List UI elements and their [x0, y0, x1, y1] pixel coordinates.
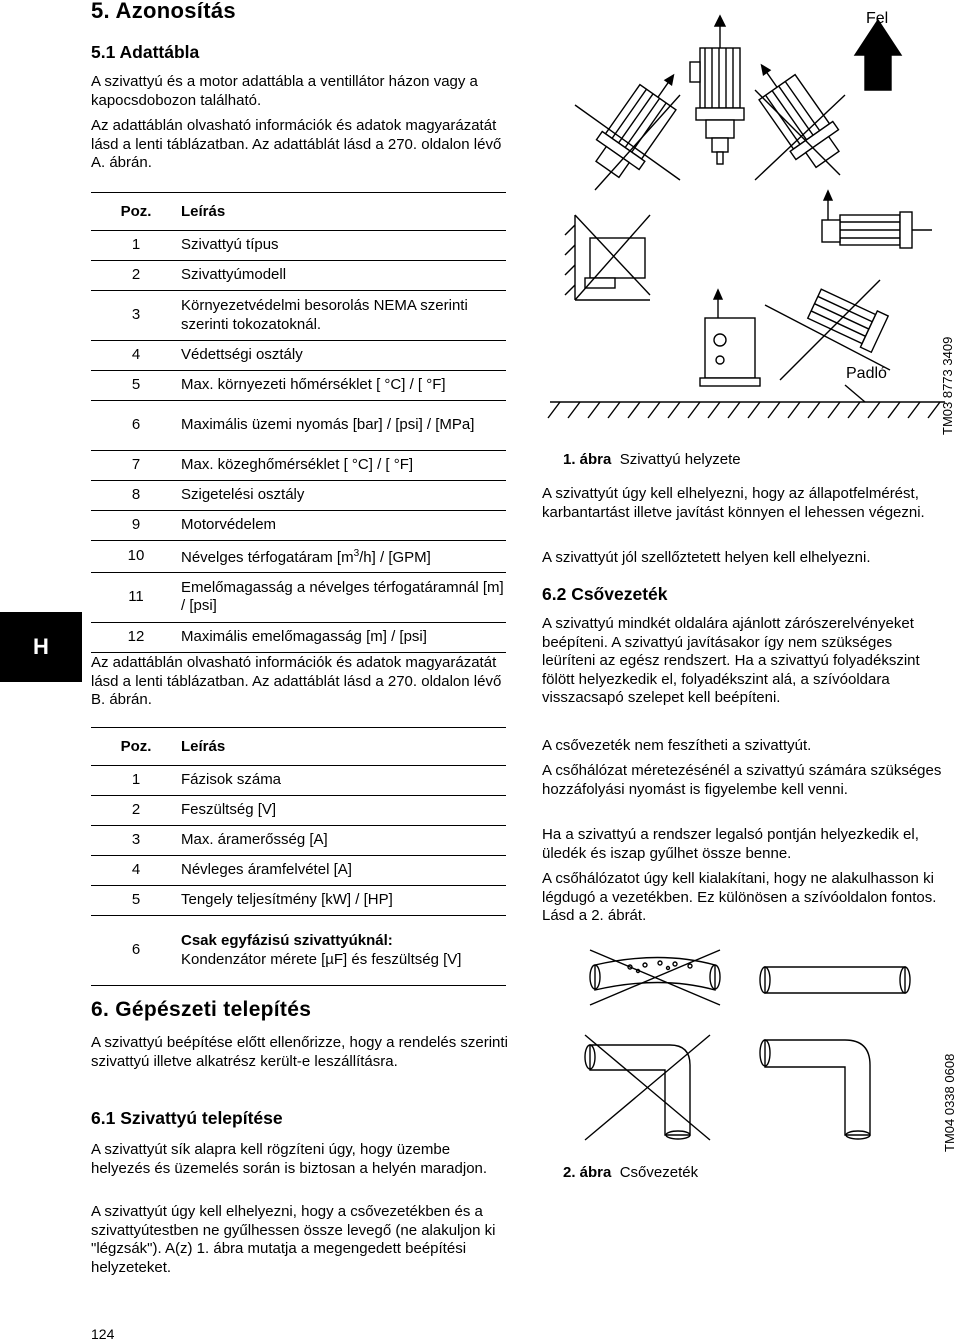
- figure-1-number: 1. ábra: [563, 451, 612, 468]
- table-row: [91, 766, 506, 796]
- table-row: [91, 341, 506, 371]
- row-desc: Motorvédelem: [181, 511, 506, 541]
- pump-horizontal-icon: [822, 191, 932, 248]
- figure-1-title: Szivattyú helyzete: [619, 451, 741, 468]
- arrow-up-icon: [855, 20, 901, 90]
- nameplate-table-b: [91, 728, 506, 986]
- row-desc: [181, 541, 506, 573]
- table-row: [91, 371, 506, 401]
- table-row: [91, 511, 506, 541]
- label-floor: Padló: [846, 365, 887, 382]
- table-row: [91, 291, 506, 341]
- table-row: [91, 451, 506, 481]
- table-row: [91, 826, 506, 856]
- nameplate-table-a: [91, 193, 506, 653]
- figure-2-title: Csővezeték: [619, 1164, 699, 1181]
- row-pos: 10: [91, 541, 181, 573]
- paragraph-nameplate-b-ref: Az adattáblán olvasható információk és adatok magyarázatát lásd a lenti táblázatban. Az adattáblát lásd a 270. oldalon lévő B. ábrán.: [91, 654, 502, 708]
- row-desc-post: /h] / [GPM]: [359, 549, 431, 566]
- row-desc: Környezetvédelmi besorolás NEMA szerinti szerinti tokozatoknál.: [181, 291, 506, 341]
- paragraph-air-lock: A csőhálózatot úgy kell kialakítani, hogy ne alakulhasson ki légdugó a vezetékben. Ez különösen a szívóoldalon fontos. Lásd a 2. ábrát.: [542, 870, 937, 924]
- paragraph-air-pocket: A szivattyút úgy kell elhelyezni, hogy a csővezetékben és a szivattyútestben ne gyűlhessen össze levegő (ne alakuljon ki "légzsák"). A(z) 1. ábra mutatja a megengedett beépítési helyzeteket.: [91, 1203, 496, 1276]
- row-desc: Tengely teljesítmény [kW] / [HP]: [181, 886, 506, 916]
- paragraph-accessibility: A szivattyút úgy kell elhelyezni, hogy az állapotfelmérést, karbantartást illetve javítást könnyen el lehessen végezni.: [542, 485, 925, 521]
- row-pos: 6: [91, 401, 181, 451]
- table-row: [91, 622, 506, 652]
- table-row: [91, 261, 506, 291]
- pump-tilted-right-icon: [740, 50, 849, 174]
- row-desc: Védettségi osztály: [181, 341, 506, 371]
- page-number: 124: [91, 1326, 115, 1342]
- figure-1-code: TM03 8773 3409: [940, 336, 955, 435]
- row-pos: 11: [91, 572, 181, 622]
- row-desc-pre: Névelges térfogatáram [m: [181, 549, 354, 566]
- paragraph-mounting: A szivattyút sík alapra kell rögzíteni úgy, hogy üzembe helyezés és üzemelés során is biztosan a helyén maradjon.: [91, 1141, 488, 1177]
- row-pos: 2: [91, 796, 181, 826]
- row-pos: 7: [91, 451, 181, 481]
- figure-pump-positions: [540, 0, 960, 445]
- row-pos: 1: [91, 231, 181, 261]
- paragraph-sediment: Ha a szivattyú a rendszer legalsó pontján helyezkedik el, üledék és iszap gyűlhet össze benne.: [542, 826, 919, 862]
- row-pos: 2: [91, 261, 181, 291]
- subsection-title-csovezetek: 6.2 Csővezeték: [542, 584, 668, 604]
- row-desc: Szigetelési osztály: [181, 481, 506, 511]
- section-title-gepeszeti: 6. Gépészeti telepítés: [91, 998, 312, 1021]
- pipe-straight-icon: [760, 967, 910, 993]
- paragraph-isolating-valves: A szivattyú mindkét oldalára ajánlott zárószerelvényeket beépíteni. A szivattyú javításakor így nem szükséges leüríteni az egész rendszert. Ha a szivattyú folyadékszint fölött helyezkedik el, folyadékszint alá, a szívóoldara visszacsapó szelepet kell beépíteni.: [542, 615, 920, 706]
- row-desc: Maximális üzemi nyomás [bar] / [psi] / [MPa]: [181, 401, 506, 451]
- subsection-title-szivattyu-telepitese: 6.1 Szivattyú telepítése: [91, 1108, 283, 1128]
- row-pos: 4: [91, 856, 181, 886]
- row-desc: Szivattyú típus: [181, 231, 506, 261]
- row-pos: 1: [91, 766, 181, 796]
- row-desc: [181, 916, 506, 986]
- row-pos: 6: [91, 916, 181, 986]
- figure-1-caption: [563, 451, 741, 468]
- pump-vertical-icon: [690, 16, 744, 164]
- row-desc: Névleges áramfelvétel [A]: [181, 856, 506, 886]
- pump-tilted-left-icon: [586, 60, 695, 184]
- pipe-elbow-icon: [760, 1040, 870, 1139]
- figure-2-caption: [563, 1164, 698, 1181]
- row-pos: 8: [91, 481, 181, 511]
- pipe-air-pocket-icon: [590, 950, 720, 1005]
- pipe-elbow-crossed-icon: [585, 1035, 710, 1140]
- figure-2-number: 2. ábra: [563, 1164, 612, 1181]
- table-row: [91, 541, 506, 573]
- row-desc: Max. közeghőmérséklet [ °C] / [ °F]: [181, 451, 506, 481]
- pump-floor-icon: [700, 290, 760, 386]
- row-pos: 5: [91, 371, 181, 401]
- row-desc: Feszültség [V]: [181, 796, 506, 826]
- table-row: [91, 916, 506, 986]
- row-pos: 3: [91, 826, 181, 856]
- row-pos: 9: [91, 511, 181, 541]
- column-header-desc: Leírás: [181, 728, 506, 766]
- paragraph-check-delivery: A szivattyú beépítése előtt ellenőrizze, hogy a rendelés szerinti szivattyú illetve alkatrész került-e leszállításra.: [91, 1034, 508, 1070]
- row-desc-sup: 3: [353, 548, 360, 559]
- paragraph-inlet-pressure: A csőhálózat méretezésénél a szivattyú számára szükséges hozzáfolyási nyomást is figyelembe kell venni.: [542, 762, 942, 798]
- row-desc: Fázisok száma: [181, 766, 506, 796]
- table-row: [91, 481, 506, 511]
- label-up: Fel: [866, 10, 889, 27]
- row-desc-bold: Csak egyfázisú szivattyúknál:: [181, 932, 393, 949]
- pump-wall-mounted-icon: [565, 215, 650, 300]
- row-desc: Max. áramerősség [A]: [181, 826, 506, 856]
- subsection-title-adattabla: 5.1 Adattábla: [91, 42, 200, 62]
- paragraph-ventilation: A szivattyút jól szellőztetett helyen kell elhelyezni.: [542, 549, 871, 566]
- paragraph-nameplate-location: A szivattyú és a motor adattábla a ventillátor házon vagy a kapocsdobozon található.: [91, 73, 478, 109]
- row-pos: 4: [91, 341, 181, 371]
- row-desc: Emelőmagasság a névelges térfogatáramnál [m] / [psi]: [181, 572, 506, 622]
- row-desc: Szivattyúmodell: [181, 261, 506, 291]
- section-title-azonositas: 5. Azonosítás: [91, 0, 236, 23]
- row-pos: 5: [91, 886, 181, 916]
- column-header-desc: Leírás: [181, 193, 506, 231]
- paragraph-no-stress: A csővezeték nem feszítheti a szivattyút.: [542, 737, 812, 754]
- row-desc: Max. környezeti hőmérséklet [ °C] / [ °F]: [181, 371, 506, 401]
- table-row: [91, 401, 506, 451]
- column-header-pos: Poz.: [91, 193, 181, 231]
- row-desc-text: Kondenzátor mérete [µF] és feszültség [V]: [181, 950, 462, 968]
- table-row: [91, 856, 506, 886]
- table-row: [91, 231, 506, 261]
- language-tab: H: [0, 612, 82, 682]
- row-pos: 12: [91, 622, 181, 652]
- paragraph-nameplate-a-ref: Az adattáblán olvasható információk és adatok magyarázatát lásd a lenti táblázatban. Az adattáblát lásd a 270. oldalon lévő A. ábrán.: [91, 117, 502, 171]
- row-desc: Maximális emelőmagasság [m] / [psi]: [181, 622, 506, 652]
- figure-pipework: [570, 945, 930, 1155]
- column-header-pos: Poz.: [91, 728, 181, 766]
- table-row: [91, 886, 506, 916]
- row-pos: 3: [91, 291, 181, 341]
- table-row: [91, 796, 506, 826]
- table-row: [91, 572, 506, 622]
- figure-2-code: TM04 0338 0608: [942, 1053, 957, 1152]
